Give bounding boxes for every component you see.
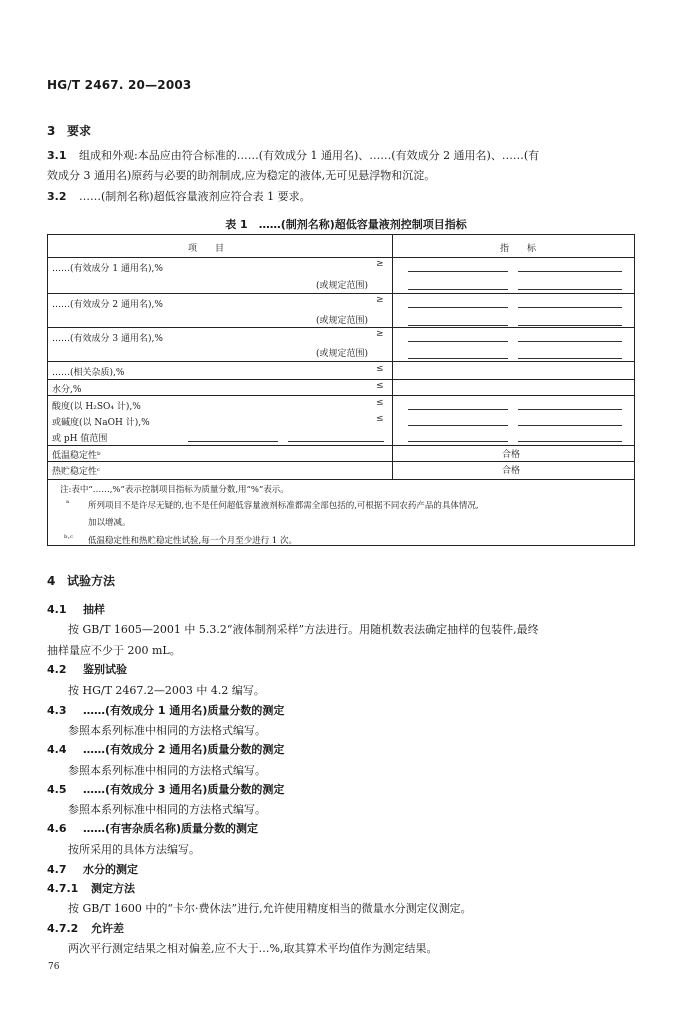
- row-impurity: ……(相关杂质),%: [52, 368, 125, 378]
- clause-4-5-text: 参照本系列标准中相同的方法格式编写。: [68, 803, 266, 816]
- le-symbol: ≤: [376, 364, 384, 374]
- clause-4-5-heading: [47, 781, 284, 797]
- section-4-heading: [47, 572, 115, 589]
- blank-line: [518, 307, 622, 308]
- clause-4-2-text: 按 HG/T 2467.2—2003 中 4.2 编写。: [68, 684, 265, 697]
- clause-title: ……(有效成分 3 通用名)质量分数的测定: [83, 783, 285, 796]
- range-label: (或规定范围): [316, 316, 369, 326]
- header-item: 项 目: [188, 244, 225, 254]
- blank-line: [518, 358, 622, 359]
- clause-title: 测定方法: [91, 882, 135, 895]
- rule: [48, 379, 634, 380]
- blank-line: [408, 325, 508, 326]
- clause-4-4-text: 参照本系列标准中相同的方法格式编写。: [68, 764, 266, 777]
- clause-4-4-heading: [47, 741, 284, 757]
- ge-symbol: ≥: [376, 329, 384, 339]
- row-acidity: 酸度(以 H₂SO₄ 计),%: [52, 402, 141, 412]
- rule: [48, 461, 634, 462]
- blank-line: [518, 425, 622, 426]
- clause-4-3-text: 参照本系列标准中相同的方法格式编写。: [68, 724, 266, 737]
- clause-number: 3.1: [47, 149, 67, 162]
- column-divider: [392, 235, 393, 479]
- clause-text: 组成和外观:本品应由符合标准的……(有效成分 1 通用名)、……(有效成分 2 通用名)、……(有: [79, 149, 540, 162]
- table-note: 注:表中“……,%”表示控制项目指标为质量分数,用“%”表示。: [60, 485, 289, 495]
- blank-line: [518, 441, 622, 442]
- footnote-a-line-2: 加以增减。: [88, 518, 131, 528]
- clause-4-2-heading: [47, 661, 127, 677]
- clause-4-7-2-heading: [47, 920, 124, 936]
- blank-line: [518, 289, 622, 290]
- row-alkalinity: 或碱度(以 NaOH 计),%: [52, 418, 150, 428]
- header-index: 指 标: [500, 244, 537, 254]
- clause-4-6-heading: [47, 820, 258, 836]
- row-ph: 或 pH 值范围: [52, 434, 108, 444]
- table-1: [47, 234, 635, 546]
- clause-4-1-line-2: 抽样量应不少于 200 mL。: [47, 644, 181, 657]
- blank-line: [288, 441, 384, 442]
- clause-4-7-heading: [47, 861, 138, 877]
- rule: [48, 445, 634, 446]
- blank-line: [408, 441, 508, 442]
- clause-number: 4.6: [47, 822, 67, 835]
- row-heat-storage-stability: 热贮稳定性ᶜ: [52, 467, 101, 477]
- blank-line: [408, 425, 508, 426]
- pass-value: 合格: [502, 466, 521, 476]
- clause-title: 允许差: [91, 922, 124, 935]
- range-label: (或规定范围): [316, 349, 369, 359]
- clause-3-1-line-2: 效成分 3 通用名)原药与必要的助剂制成,应为稳定的液体,无可见悬浮物和沉淀。: [47, 169, 436, 182]
- clause-text: ……(制剂名称)超低容量液剂应符合表 1 要求。: [79, 190, 311, 203]
- clause-number: 4.4: [47, 743, 67, 756]
- ge-symbol: ≥: [376, 295, 384, 305]
- clause-4-6-text: 按所采用的具体方法编写。: [68, 843, 200, 856]
- le-symbol: ≤: [376, 381, 384, 391]
- clause-title: 抽样: [83, 603, 105, 616]
- clause-number: 4.7: [47, 863, 67, 876]
- clause-number: 4.1: [47, 603, 67, 616]
- clause-number: 4.7.1: [47, 882, 79, 895]
- clause-4-7-1-text: 按 GB/T 1600 中的“卡尔·费休法”进行,允许使用精度相当的微量水分测定仪测定。: [68, 902, 472, 915]
- blank-line: [518, 409, 622, 410]
- clause-title: ……(有效成分 2 通用名)质量分数的测定: [83, 743, 285, 756]
- ge-symbol: ≥: [376, 259, 384, 269]
- section-number: 3: [47, 124, 56, 138]
- le-symbol: ≤: [376, 398, 384, 408]
- blank-line: [408, 307, 508, 308]
- rule: [48, 479, 634, 480]
- clause-number: 4.2: [47, 663, 67, 676]
- section-3-heading: [47, 122, 91, 139]
- row-low-temp-stability: 低温稳定性ᵇ: [52, 451, 101, 461]
- footnote-a-line-1: 所列项目不是许尽无疑的,也不是任何超低容量液剂标准都需全部包括的,可根据不同农药产品的具体情况,: [88, 501, 479, 511]
- clause-3-2: [47, 187, 311, 207]
- section-title: 要求: [67, 124, 92, 138]
- blank-line: [188, 441, 278, 442]
- section-number: 4: [47, 574, 56, 588]
- blank-line: [408, 409, 508, 410]
- page-number: 76: [48, 962, 60, 972]
- rule: [48, 293, 634, 294]
- row-active-3: ……(有效成分 3 通用名),%: [52, 334, 163, 344]
- clause-number: 3.2: [47, 190, 67, 203]
- blank-line: [408, 271, 508, 272]
- footnote-bc-text: 低温稳定性和热贮稳定性试验,每一个月至少进行 1 次。: [88, 536, 298, 546]
- blank-line: [518, 325, 622, 326]
- range-label: (或规定范围): [316, 281, 369, 291]
- blank-line: [408, 358, 508, 359]
- clause-title: 鉴别试验: [83, 663, 127, 676]
- rule: [48, 257, 634, 258]
- clause-4-1-line-1: 按 GB/T 1605—2001 中 5.3.2“液体制剂采样”方法进行。用随机数表法确定抽样的包装件,最终: [68, 623, 539, 636]
- footnote-a-mark: ᵃ: [66, 499, 70, 509]
- clause-4-1-heading: [47, 601, 105, 617]
- clause-4-7-2-text: 两次平行测定结果之相对偏差,应不大于…%,取其算术平均值作为测定结果。: [68, 942, 438, 955]
- rule: [48, 327, 634, 328]
- clause-title: ……(有效成分 1 通用名)质量分数的测定: [83, 704, 285, 717]
- row-water: 水分,%: [52, 385, 82, 395]
- clause-title: 水分的测定: [83, 863, 138, 876]
- clause-4-3-heading: [47, 702, 284, 718]
- section-title: 试验方法: [67, 574, 116, 588]
- clause-number: 4.7.2: [47, 922, 79, 935]
- clause-4-7-1-heading: [47, 880, 135, 896]
- rule: [48, 361, 634, 362]
- le-symbol: ≤: [376, 414, 384, 424]
- pass-value: 合格: [502, 450, 521, 460]
- blank-line: [408, 289, 508, 290]
- table-1-caption: 表 1 ……(制剂名称)超低容量液剂控制项目指标: [225, 218, 467, 231]
- row-active-2: ……(有效成分 2 通用名),%: [52, 300, 163, 310]
- blank-line: [518, 341, 622, 342]
- row-active-1: ……(有效成分 1 通用名),%: [52, 264, 163, 274]
- footnote-bc-mark: ᵇ·ᶜ: [64, 534, 74, 544]
- clause-number: 4.3: [47, 704, 67, 717]
- blank-line: [408, 341, 508, 342]
- clause-title: ……(有害杂质名称)质量分数的测定: [83, 822, 259, 835]
- clause-number: 4.5: [47, 783, 67, 796]
- standard-id: HG/T 2467. 20—2003: [47, 78, 192, 92]
- clause-3-1-line-1: [47, 146, 539, 166]
- blank-line: [518, 271, 622, 272]
- rule: [48, 395, 634, 396]
